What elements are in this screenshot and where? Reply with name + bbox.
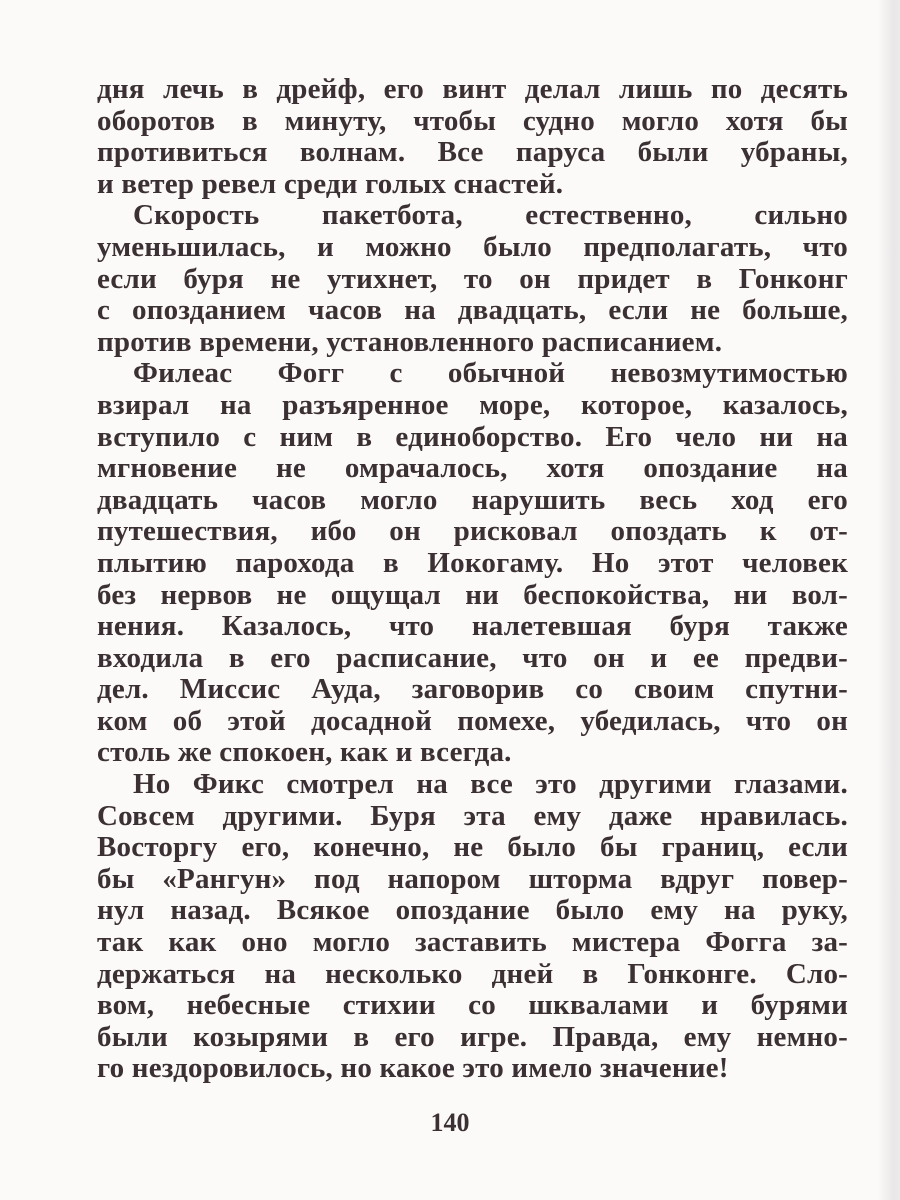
page-edge-shadow: [878, 0, 900, 1200]
text-line: и ветер ревел среди голых снастей.: [97, 167, 564, 200]
text-line: уменьшилась, и можно было предполагать, что: [97, 230, 848, 263]
text-line: Скорость пакетбота, естественно, сильно: [133, 199, 848, 232]
text-line: без нервов не ощущал ни беспокойства, ни вол-: [97, 578, 848, 611]
text-line: го нездоровилось, но какое это имело значение!: [97, 1052, 729, 1085]
text-line: против времени, установленного расписанием.: [97, 325, 723, 358]
text-line: мгновение не омрачалось, хотя опоздание на: [97, 452, 848, 485]
text-line: Восторгу его, конечно, не было бы границ, если: [97, 831, 848, 864]
page-number: 140: [430, 1108, 470, 1137]
text-line: нул назад. Всякое опоздание было ему на руку,: [97, 894, 848, 927]
text-line: если буря не утихнет, то он придет в Гонконг: [97, 262, 848, 295]
text-line: оборотов в минуту, чтобы судно могло хотя бы: [97, 104, 848, 137]
text-line: входила в его расписание, что он и ее предви-: [97, 641, 848, 674]
text-line: вступило с ним в единоборство. Его чело ни на: [97, 420, 848, 453]
text-line: с опозданием часов на двадцать, если не больше,: [97, 294, 848, 327]
text-line: нения. Казалось, что налетевшая буря также: [97, 610, 848, 643]
text-line: были козырями в его игре. Правда, ему немно-: [97, 1020, 848, 1053]
text-line: столь же спокоен, как и всегда.: [97, 736, 512, 769]
page-body-text: [97, 74, 848, 1085]
text-line: противиться волнам. Все паруса были убраны,: [97, 136, 848, 169]
text-line: бы «Рангун» под напором шторма вдруг повер-: [97, 862, 848, 895]
text-line: Совсем другими. Буря эта ему даже нравилась.: [97, 799, 848, 832]
text-line: держаться на несколько дней в Гонконге. Сло-: [97, 957, 848, 990]
text-line: дел. Миссис Ауда, заговорив со своим спутни-: [97, 673, 848, 706]
text-line: путешествия, ибо он рисковал опоздать к от-: [97, 515, 848, 548]
text-line: ком об этой досадной помехе, убедилась, что он: [97, 704, 848, 737]
text-line: Филеас Фогг с обычной невозмутимостью: [133, 357, 848, 390]
text-line: Но Фикс смотрел на все это другими глазами.: [133, 768, 848, 801]
text-line: дня лечь в дрейф, его винт делал лишь по десять: [97, 73, 848, 105]
text-line: так как оно могло заставить мистера Фогга за-: [97, 926, 848, 959]
text-line: плытию парохода в Иокогаму. Но этот человек: [97, 546, 848, 579]
text-line: двадцать часов могло нарушить весь ход его: [97, 483, 848, 516]
text-line: взирал на разъяренное море, которое, казалось,: [97, 388, 848, 421]
text-line: вом, небесные стихии со шквалами и бурями: [97, 989, 848, 1022]
